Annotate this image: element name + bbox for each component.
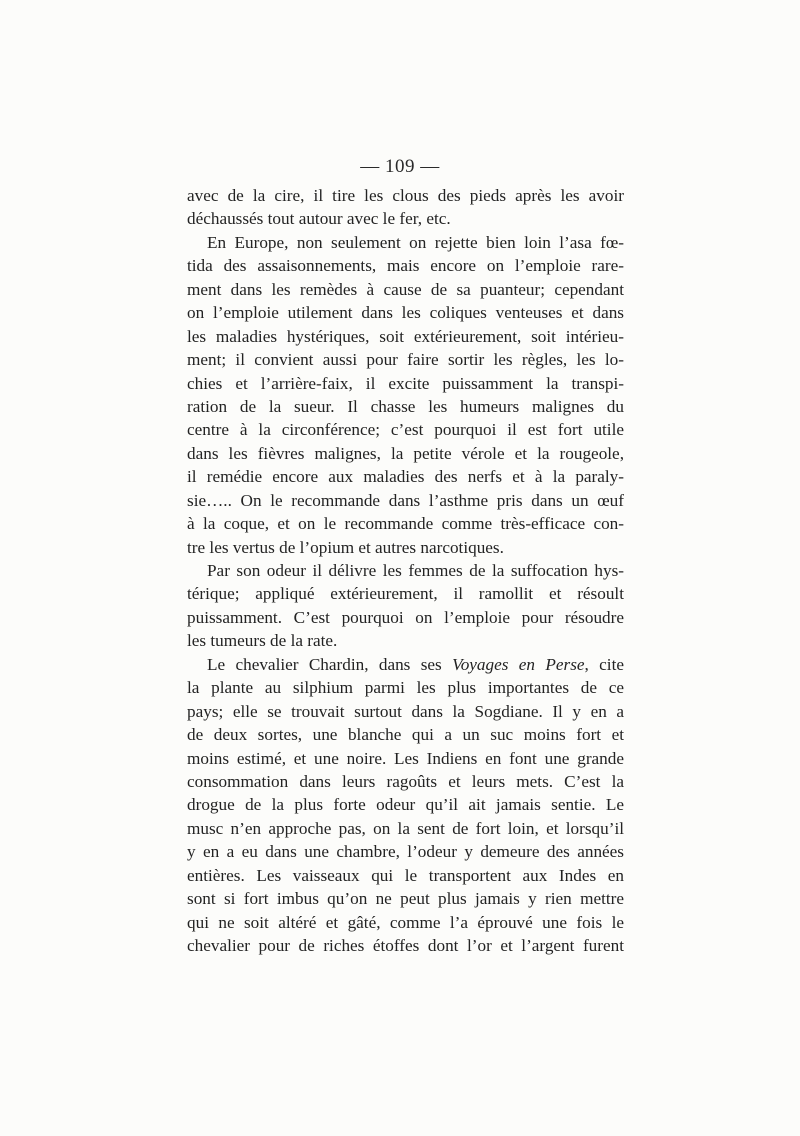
text-line: tre les vertus de l’opium et autres narcotiques.	[187, 537, 504, 557]
text-line: qui ne soit altéré et gâté, comme l’a éprouvé une fois le	[187, 912, 624, 932]
text-line: ment; il convient aussi pour faire sortir les règles, les lo-	[187, 350, 624, 370]
text-line: ment dans les remèdes à cause de sa puanteur; cependant	[187, 279, 624, 299]
text-line: musc n’en approche pas, on la sent de fort loin, et lorsqu’il	[187, 818, 624, 838]
text-segment: Le chevalier Chardin, dans ses	[207, 654, 453, 674]
text-line: y en a eu dans une chambre, l’odeur y demeure des années	[187, 842, 624, 862]
text-line: puissamment. C’est pourquoi on l’emploie pour résoudre	[187, 607, 624, 627]
paragraph-start-line: En Europe, non seulement on rejette bien loin l’asa fœ-	[207, 232, 624, 252]
text-line: entières. Les vaisseaux qui le transportent aux Indes en	[187, 865, 624, 885]
text-line: de deux sortes, une blanche qui a un suc moins fort et	[187, 725, 624, 745]
text-line: centre à la circonférence; c’est pourquoi il est fort utile	[187, 420, 624, 440]
body-text	[187, 184, 624, 957]
text-line: il remédie encore aux maladies des nerfs et à la paraly-	[187, 467, 624, 487]
text-line: chies et l’arrière-faix, il excite puissamment la transpi-	[187, 373, 624, 393]
text-line: tida des assaisonnements, mais encore on l’emploie rare-	[187, 256, 624, 276]
text-line: sont si fort imbus qu’on ne peut plus jamais y rien mettre	[187, 889, 624, 909]
text-line: les tumeurs de la rate.	[187, 631, 338, 651]
book-title: Voyages en Perse	[452, 654, 585, 674]
page-number: — 109 —	[360, 156, 440, 177]
paragraph-start-line: Par son odeur il délivre les femmes de la suffocation hys-	[207, 561, 624, 580]
text-line: avec de la cire, il tire les clous des pieds après les avoir	[187, 186, 624, 205]
text-line: les maladies hystériques, soit extérieurement, soit intérieu-	[187, 326, 624, 346]
text-line: consommation dans leurs ragoûts et leurs mets. C’est la	[187, 771, 624, 791]
text-line: sie….. On le recommande dans l’asthme pris dans un œuf	[187, 490, 624, 510]
text-line: ration de la sueur. Il chasse les humeurs malignes du	[187, 396, 624, 416]
text-line: pays; elle se trouvait surtout dans la Sogdiane. Il y en a	[187, 701, 624, 721]
text-line: déchaussés tout autour avec le fer, etc.	[187, 209, 451, 229]
text-segment: , cite	[584, 654, 624, 674]
text-line: drogue de la plus forte odeur qu’il ait jamais sentie. Le	[187, 795, 624, 815]
text-line: moins estimé, et une noire. Les Indiens en font une grande	[187, 748, 624, 768]
text-line: chevalier pour de riches étoffes dont l’or et l’argent furent	[187, 936, 624, 955]
text-line: térique; appliqué extérieurement, il ramollit et résoult	[187, 584, 624, 604]
text-line: la plante au silphium parmi les plus importantes de ce	[187, 678, 624, 698]
text-line: dans les fièvres malignes, la petite vérole et la rougeole,	[187, 443, 624, 463]
text-line: à la coque, et on le recommande comme très-efficace con-	[187, 514, 624, 534]
paragraph-start-line	[187, 653, 624, 676]
text-line: on l’emploie utilement dans les coliques venteuses et dans	[187, 303, 624, 323]
